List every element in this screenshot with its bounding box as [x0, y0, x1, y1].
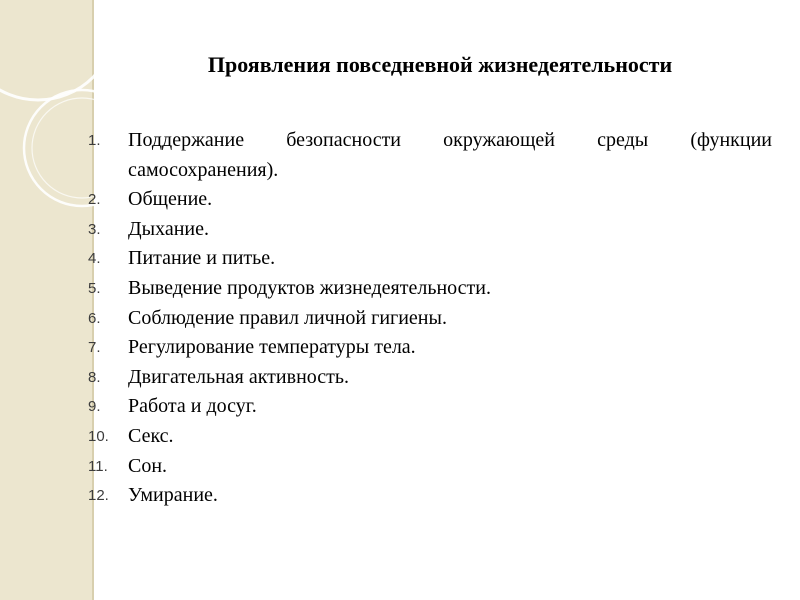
large-ring	[0, 0, 116, 100]
list-item-text: Соблюдение правил личной гигиены.	[128, 306, 447, 329]
list-item-text: Двигательная активность.	[128, 365, 350, 388]
list-item-text: Умирание.	[128, 484, 218, 507]
list-item-text: Дыхание.	[128, 217, 209, 240]
slide-title: Проявления повседневной жизнедеятельности	[207, 52, 673, 77]
list-item-number: 11.	[88, 457, 108, 475]
list-item-number: 7.	[88, 339, 101, 357]
list-item	[88, 333, 772, 363]
list-item-text: Поддержание безопасности окружающей среды (функции самосохранения).	[128, 129, 772, 181]
list-item	[88, 363, 772, 393]
list-item	[88, 215, 772, 245]
list-item-number: 10.	[88, 427, 109, 445]
list-item-text: Сон.	[128, 454, 168, 477]
list-item-number: 1.	[88, 132, 101, 149]
list-item	[88, 126, 772, 185]
activities-list	[88, 126, 772, 511]
list-item	[88, 185, 772, 215]
list-item-text: Регулирование температуры тела.	[128, 336, 416, 359]
list-item-text: Работа и досуг.	[128, 395, 257, 418]
list-item-number: 9.	[88, 398, 101, 416]
list-item-number: 4.	[88, 250, 101, 268]
list-item	[88, 481, 772, 511]
list-item	[88, 422, 772, 452]
list-item-number: 2.	[88, 191, 101, 209]
list-item-number: 5.	[88, 279, 101, 297]
list-item-number: 8.	[88, 368, 101, 386]
list-item	[88, 452, 772, 482]
list-item-text: Общение.	[128, 188, 213, 211]
list-item-text: Секс.	[128, 424, 174, 447]
list-item	[88, 274, 772, 304]
list-item-number: 12.	[88, 487, 109, 505]
list-item	[88, 304, 772, 334]
list-item	[88, 244, 772, 274]
list-item-number: 3.	[88, 220, 101, 238]
list-item-text: Питание и питье.	[128, 247, 276, 270]
list-item	[88, 392, 772, 422]
list-item-number: 6.	[88, 309, 101, 327]
list-item-text: Выведение продуктов жизнедеятельности.	[128, 276, 491, 299]
